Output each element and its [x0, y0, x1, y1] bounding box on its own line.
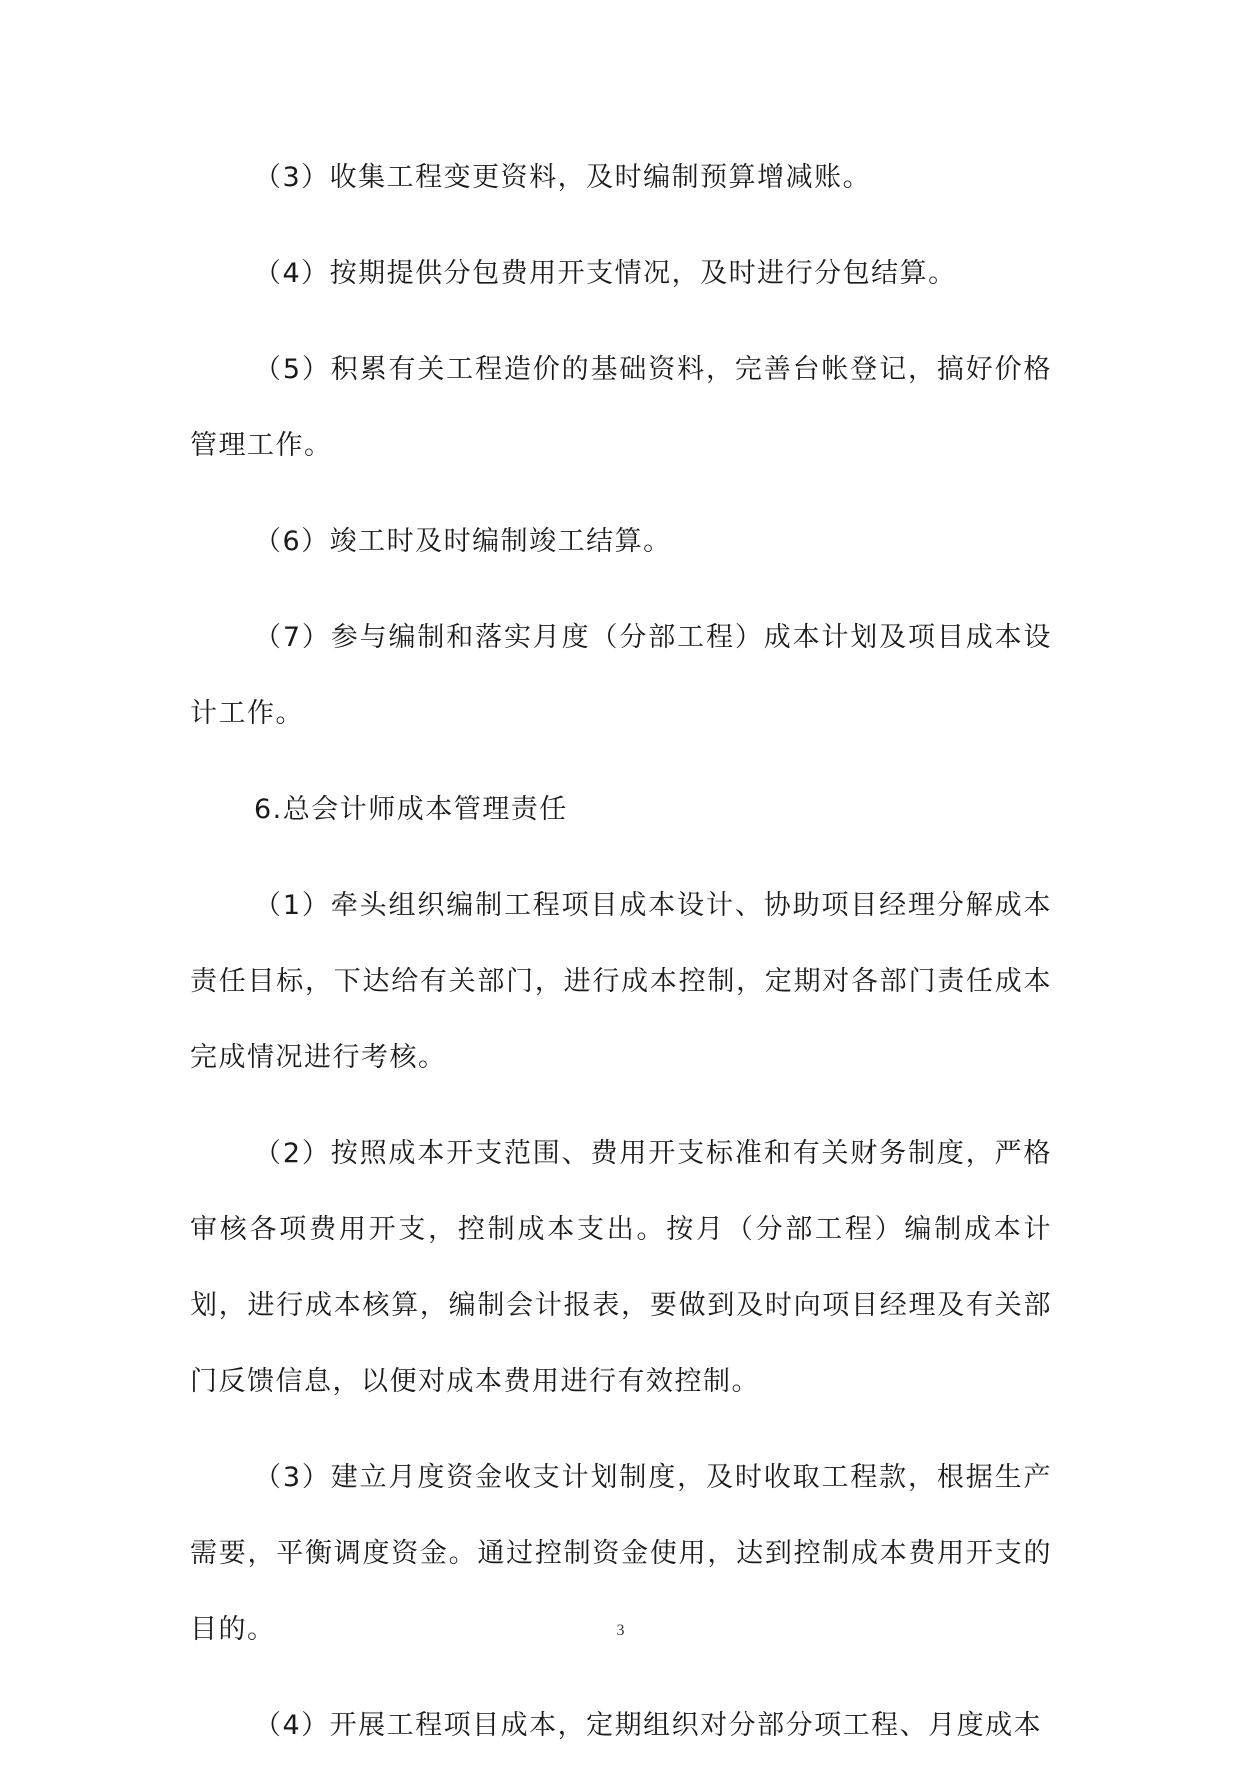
- document-body: [190, 140, 1052, 1784]
- paragraph-item-5: （5）积累有关工程造价的基础资料，完善台帐登记，搞好价格管理工作。: [190, 354, 1052, 461]
- paragraph-item-7: （7）参与编制和落实月度（分部工程）成本计划及项目成本设计工作。: [190, 622, 1052, 729]
- section-heading: 6.总会计师成本管理责任: [254, 794, 568, 825]
- paragraph-item-4: （4）按期提供分包费用开支情况，及时进行分包结算。: [254, 258, 957, 289]
- paragraph-cfo-item-4: （4）开展工程项目成本，定期组织对分部分项工程、月度成本: [254, 1710, 1043, 1741]
- paragraph-cfo-item-2: （2）按照成本开支范围、费用开支标准和有关财务制度，严格审核各项费用开支，控制成本支出。按月（分部工程）编制成本计划，进行成本核算，编制会计报表，要做到及时向项目经理及有关部门反馈信息，以便对成本费用进行有效控制。: [190, 1138, 1052, 1397]
- paragraph-item-3: （3）收集工程变更资料，及时编制预算增减账。: [254, 162, 872, 193]
- page-number: 3: [616, 1622, 625, 1639]
- paragraph-item-6: （6）竣工时及时编制竣工结算。: [254, 526, 672, 557]
- paragraph-cfo-item-3: （3）建立月度资金收支计划制度，及时收取工程款，根据生产需要，平衡调度资金。通过控制资金使用，达到控制成本费用开支的目的。: [190, 1462, 1052, 1645]
- paragraph-cfo-item-1: （1）牵头组织编制工程项目成本设计、协助项目经理分解成本责任目标，下达给有关部门，进行成本控制，定期对各部门责任成本完成情况进行考核。: [190, 890, 1052, 1073]
